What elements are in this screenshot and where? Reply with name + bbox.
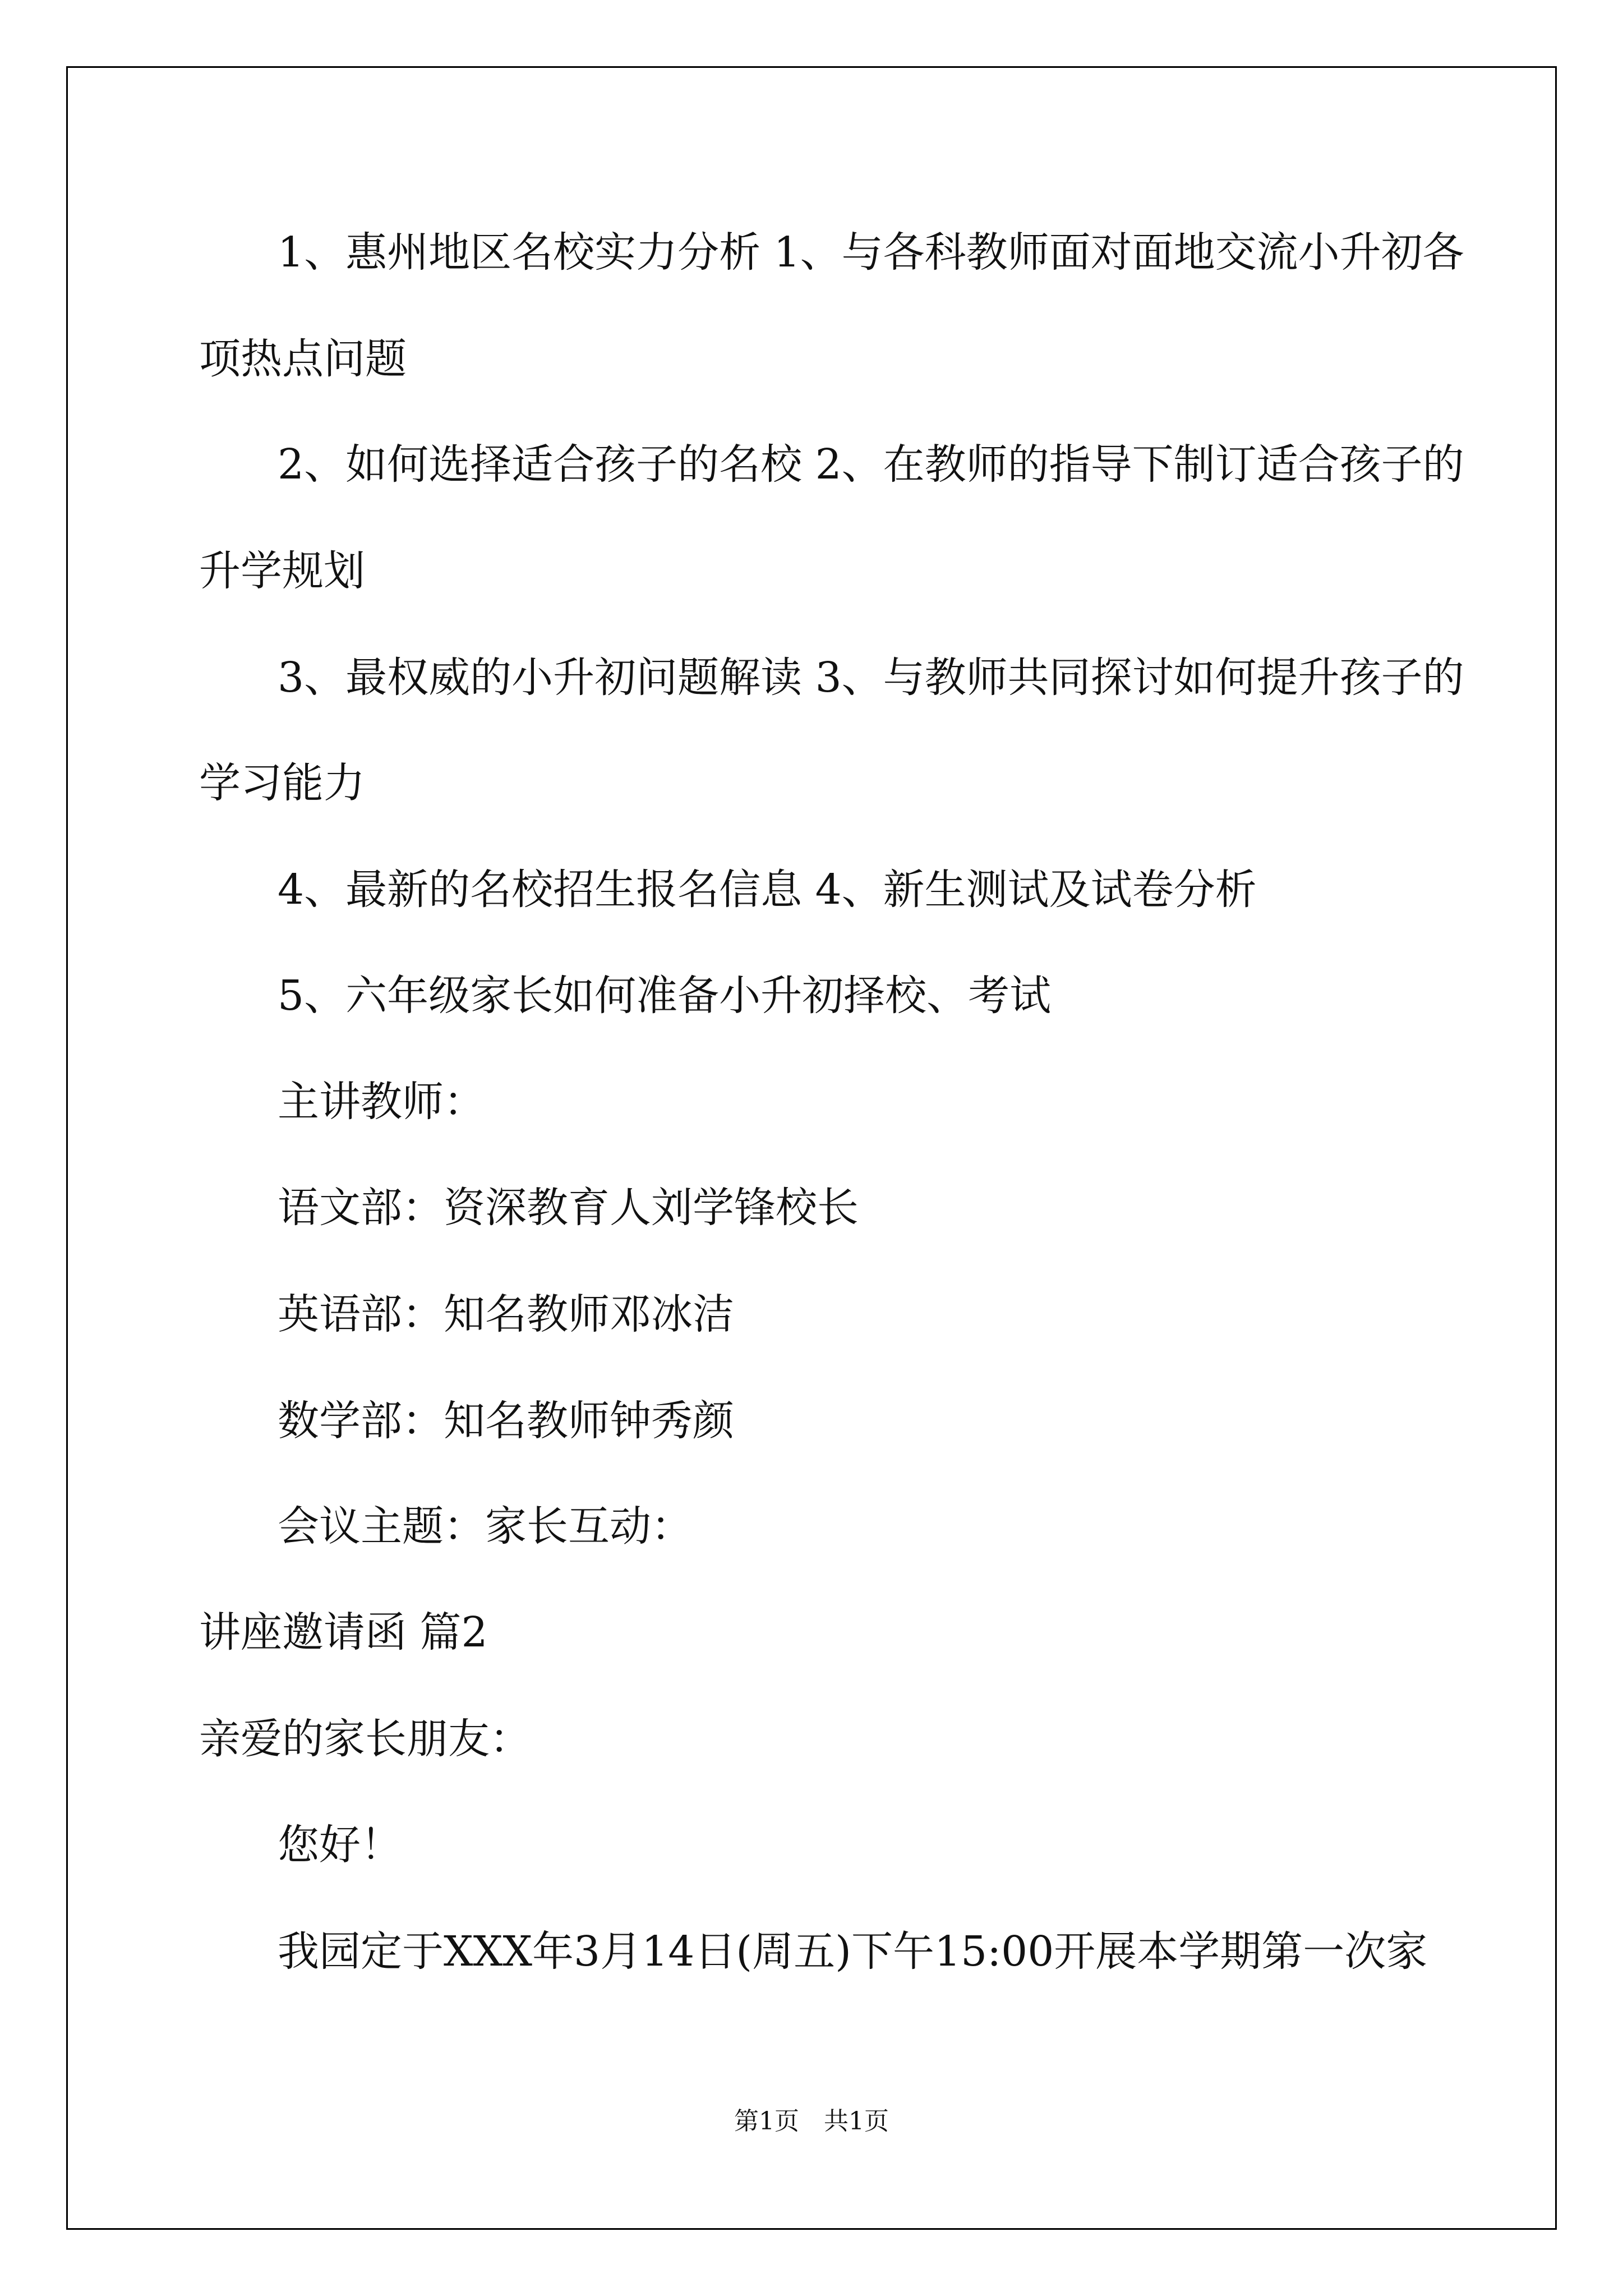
body-line-10: 语文部：资深教育人刘学锋校长 bbox=[278, 1184, 859, 1232]
body-line-12: 数学部：知名教师钟秀颜 bbox=[278, 1397, 734, 1445]
salutation: 亲爱的家长朋友： bbox=[199, 1715, 531, 1763]
body-line-8: 5、六年级家长如何准备小升初择校、考试 bbox=[278, 972, 1052, 1020]
body-line-5: 3、最权威的小升初问题解读 3、与教师共同探讨如何提升孩子的 bbox=[278, 654, 1464, 702]
body-line-11: 英语部：知名教师邓冰洁 bbox=[278, 1290, 734, 1338]
page-border bbox=[66, 66, 1557, 2230]
body-line-7: 4、最新的名校招生报名信息 4、新生测试及试卷分析 bbox=[278, 866, 1257, 914]
body-line-3: 2、如何选择适合孩子的名校 2、在教师的指导下制订适合孩子的 bbox=[278, 440, 1464, 489]
body-line-13: 会议主题：家长互动： bbox=[278, 1502, 693, 1550]
body-line-6: 学习能力 bbox=[199, 759, 365, 807]
body-line-9: 主讲教师： bbox=[278, 1078, 485, 1126]
body-line-1: 1、惠州地区名校实力分析 1、与各科教师面对面地交流小升初各 bbox=[278, 228, 1464, 277]
section-heading: 讲座邀请函 篇2 bbox=[199, 1608, 488, 1657]
body-line-17: 我园定于XXX年3月14日(周五)下午15:00开展本学期第一次家 bbox=[278, 1927, 1428, 1976]
page-footer: 第1页 共1页 bbox=[734, 2107, 889, 2136]
body-line-2: 项热点问题 bbox=[199, 335, 407, 383]
greeting: 您好！ bbox=[278, 1821, 402, 1869]
body-line-4: 升学规划 bbox=[199, 547, 365, 595]
